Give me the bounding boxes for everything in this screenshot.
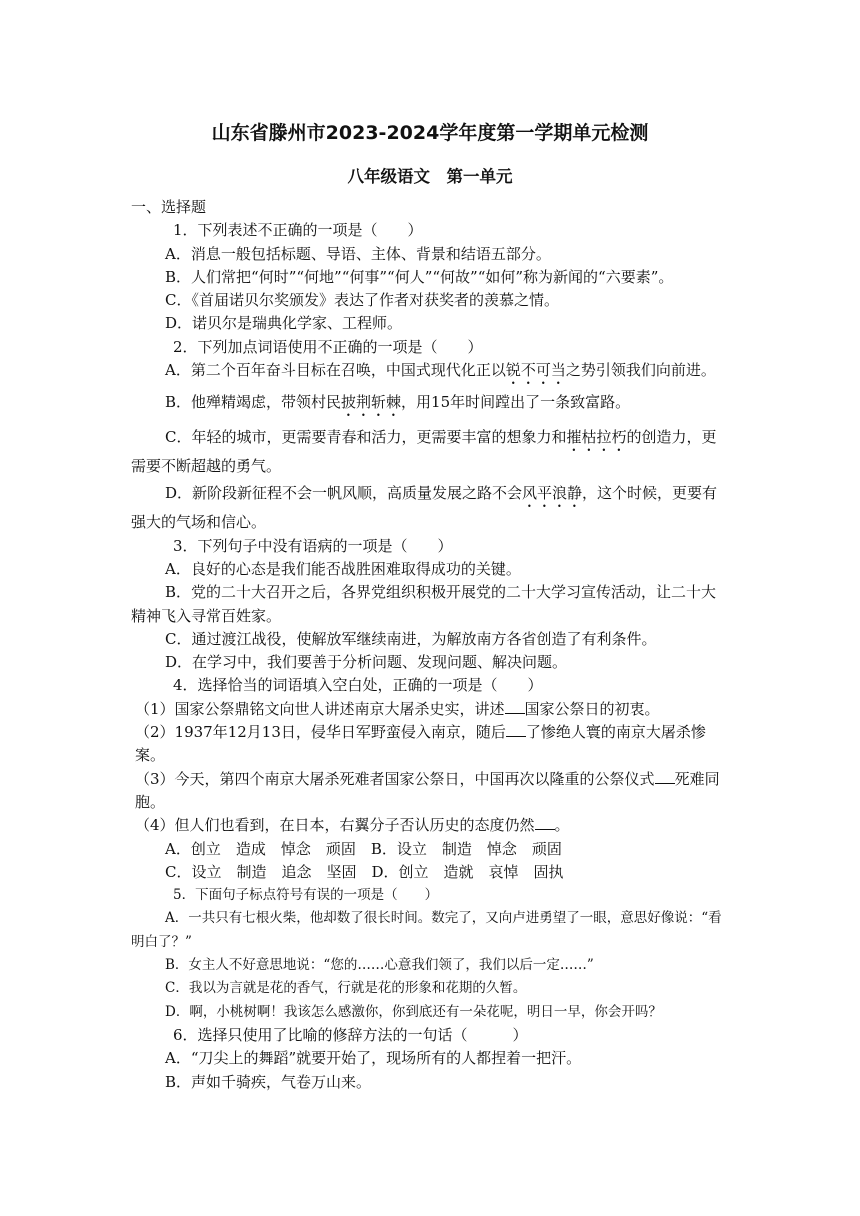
question-4-sentence-2 [131,721,731,768]
question-5-option-c: C．我以为言就是花的香气，行就是花的形象和花期的久暂。 [165,980,527,997]
question-1-option-a: A．消息一般包括标题、导语、主体、背景和结语五部分。 [165,244,551,263]
question-2-stem: 2．下列加点词语使用不正确的一项是（ ） [173,337,483,356]
question-4-sentence-3 [131,768,731,815]
sentence-text: （2）1937年12月13日，侵华日军野蛮侵入南京，随后 [135,723,506,742]
question-5-stem: 5．下面句子标点符号有误的一项是（ ） [173,887,439,904]
question-4-stem: 4．选择恰当的词语填入空白处，正确的一项是（ ） [173,676,543,695]
exam-title: 山东省滕州市2023-2024学年度第一学期单元检测 [211,122,649,144]
sentence-text: 。 [554,816,570,835]
question-5-option-d: D．啊，小桃树啊！我该怎么感激你，你到底还有一朵花呢，明日一早，你会开吗？ [165,1003,662,1020]
sentence-text: 国家公祭日的初衷。 [524,699,660,718]
question-1-option-c: C．《首届诺贝尔奖颁发》表达了作者对获奖者的羡慕之情。 [165,291,559,310]
dotted-phrase: 披荆斩棘 [341,393,402,412]
question-4-sentence-4 [131,814,731,837]
question-3-option-a: A．良好的心态是我们能否战胜困难取得成功的关键。 [165,559,521,578]
question-4-sentence-1 [131,698,731,721]
question-3-option-b: B．党的二十大召开之后，各界党组织积极开展党的二十大学习宣传活动，让二十大精神飞入寻常百姓家。 [131,583,717,625]
exam-subtitle: 八年级语文 第一单元 [347,167,513,186]
question-1-stem: 1．下列表述不正确的一项是（ ） [173,221,423,240]
question-6-option-b: B．声如千骑疾，气卷万山来。 [165,1072,372,1091]
sentence-text: （1）国家公祭鼎铭文向世人讲述南京大屠杀史实，讲述 [135,699,505,718]
option-text: ，用15年时间蹚出了一条致富路。 [401,393,631,412]
option-text: A．第二个百年奋斗目标在召唤，中国式现代化正以 [165,361,506,380]
question-3-stem: 3．下列句子中没有语病的一项是（ ） [173,536,453,555]
question-1-option-d: D．诺贝尔是瑞典化学家、工程师。 [165,314,403,333]
option-text: C．年轻的城市，更需要青春和活力，更需要丰富的想象力和 [165,428,567,447]
question-2-option-b [131,391,731,420]
fill-blank [505,699,525,714]
option-text: D．新阶段新征程不会一帆风顺，高质量发展之路不会 [165,484,523,503]
question-3-option-d: D．在学习中，我们要善于分析问题、发现问题、解决问题。 [165,653,568,672]
exam-content [131,196,731,1094]
sentence-text: 死难同胞。 [135,769,720,811]
dotted-phrase: 风平浪静 [522,484,583,503]
option-text: B．他殚精竭虑，带领村民 [165,393,342,412]
sentence-text: （4）但人们也看到，在日本，右翼分子否认历史的态度仍然 [135,816,535,835]
dotted-phrase: 锐不可当 [505,361,566,380]
question-2-option-d [131,482,731,534]
question-6-stem: 6．选择只使用了比喻的修辞方法的一句话（ ） [173,1025,528,1044]
question-4-options-ab: A．创立 造成 悼念 顽固 B．设立 制造 悼念 顽固 [165,839,562,858]
option-text: 之势引领我们向前进。 [565,361,716,380]
question-5-option-a: A．一共只有七根火柴，他却数了很长时间。数完了，又向卢进勇望了一眼，意思好像说：“看明白了？” [131,910,722,950]
fill-blank [535,815,555,830]
section-heading: 一、选择题 [131,198,207,216]
sentence-text: （3）今天，第四个南京大屠杀死难者国家公祭日，中国再次以隆重的公祭仪式 [135,769,655,788]
question-6-option-a: A．“刀尖上的舞蹈”就要开始了，现场所有的人都捏着一把汗。 [165,1049,582,1068]
question-1-option-b: B．人们常把“何时”“何地”“何事”“何人”“何故”“如何”称为新闻的“六要素”。 [165,267,674,286]
question-5-option-b: B．女主人不好意思地说：“您的……心意我们领了，我们以后一定……” [165,957,594,974]
fill-blank [655,769,675,784]
question-2-option-a [131,359,731,388]
fill-blank [506,722,526,737]
question-4-options-cd: C．设立 制造 追念 坚固 D．创立 造就 哀悼 固执 [165,862,564,881]
question-2-option-c [131,426,731,478]
question-3-option-c: C．通过渡江战役，使解放军继续南进，为解放南方各省创造了有利条件。 [165,629,657,648]
dotted-phrase: 摧枯拉朽 [566,428,627,447]
sentence-text: 了惨绝人寰的南京大屠杀惨案。 [135,723,706,765]
option-text: ，这个时候，更要有强大的气场和信心。 [131,484,718,532]
option-text: 的创造力，更需要不断超越的勇气。 [131,428,717,476]
